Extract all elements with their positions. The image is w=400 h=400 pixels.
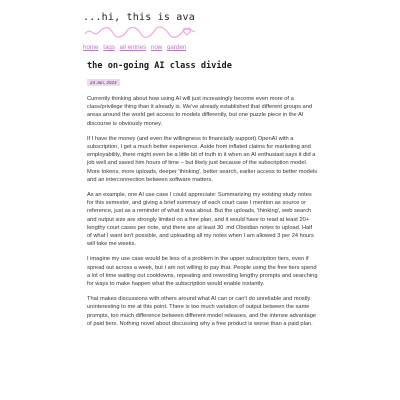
site-title[interactable]: ...hi, this is ava: [83, 12, 195, 23]
nav-all-entries-link[interactable]: all entries: [119, 44, 147, 51]
post-paragraph: If I have the money (and even the willingness to financially support) OpenAI with a subscription, I get a much better experience. Aside from inflated claims for marketing and employability, there might even be a little bit of truth in it when an AI enthusiast says it did a job well and saved him hours of time – but likely just because of the subscription model. More tokens, more uploads, deeper 'thinking', better search, earlier access to better models and an interconnection between software matters.: [87, 135, 318, 183]
post-paragraph: Currently thinking about how using AI will just increasingly become even more of a class/privilege thing than it already is. We've already established that different groups and areas around the world get access to models differently, but one puzzle piece in the AI discourse is obviously money.: [87, 96, 313, 127]
post-date: 24 Jan, 2024: [87, 79, 120, 86]
post-paragraph: That makes discussions with others around what AI can or can't do unreliable and mostly uninteresting to me at this point. There is too much variation of output between the same prompts, too much difference between different model releases, and the intense advantage of paid tiers. Nothing novel about discussing why a free product is worse than a paid plan.: [87, 296, 317, 327]
nav-tags-link[interactable]: tags: [103, 44, 115, 51]
post-paragraph: I imagine my use case would be less of a problem in the upper subscription tiers, even if spread out across a week, but I am not willing to pay that. People using the free tiers spend a lot of time waiting out cooldowns, repeating and rewording lengthy prompts and searching for ways to make happen what the subscription would enable instantly.: [87, 256, 318, 288]
nav-garden-link[interactable]: garden: [166, 44, 187, 51]
post-title: the on-going AI class divide: [87, 61, 232, 71]
nav-home-link[interactable]: home: [83, 44, 99, 51]
main-nav: [83, 44, 189, 51]
post-paragraph: As an example, one AI use case I could appreciate: Summarizing my existing study notes for this semester, and giving a brief summary of each court case I mention as source or reference, just as a reminder of what it was about. But the uploads, 'thinking', web search and output size are strongly limited on a free plan, and it would have to read at least 20+ lengthy court cases per note, and there are at least 30 .md Obsidian notes to upload. Half of what I want isn't possible, and uploading all my notes when I am allowed 3 per 24 hours will take me weeks.: [87, 192, 314, 248]
nav-now-link[interactable]: now: [150, 44, 163, 51]
post-content: [87, 95, 318, 335]
decorative-scribble: [83, 26, 198, 38]
